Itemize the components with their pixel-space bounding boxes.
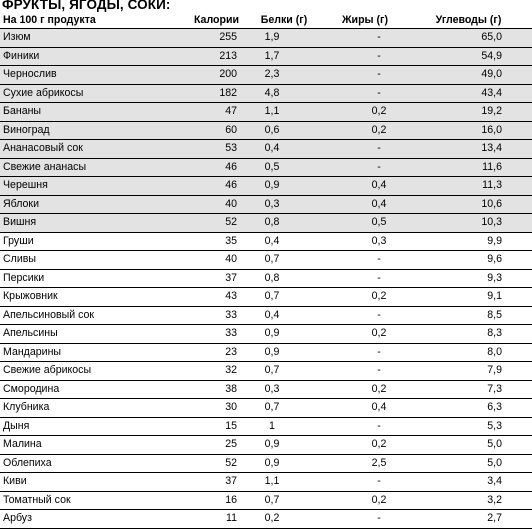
table-row xyxy=(0,417,532,436)
product-name-cell: Апельсины xyxy=(0,325,190,344)
calories-cell: 32 xyxy=(190,362,243,381)
table-row xyxy=(0,343,532,362)
carbs-cell: 19,2 xyxy=(405,103,532,122)
carbs-cell: 5,0 xyxy=(405,436,532,455)
calories-cell: 43 xyxy=(190,288,243,307)
carbs-cell: 11,3 xyxy=(405,177,532,196)
product-name-cell: Персики xyxy=(0,269,190,288)
fat-cell: - xyxy=(325,84,405,103)
carbs-cell: 7,3 xyxy=(405,380,532,399)
carbs-cell: 13,4 xyxy=(405,140,532,159)
calories-cell: 40 xyxy=(190,251,243,270)
product-name-cell: Черешня xyxy=(0,177,190,196)
calories-cell: 33 xyxy=(190,325,243,344)
protein-cell: 0,7 xyxy=(243,251,325,270)
product-name-cell: Ананасовый сок xyxy=(0,140,190,159)
carbs-cell: 3,4 xyxy=(405,473,532,492)
calories-cell: 15 xyxy=(190,417,243,436)
carbs-cell: 9,3 xyxy=(405,269,532,288)
protein-cell: 0,8 xyxy=(243,269,325,288)
fat-cell: - xyxy=(325,251,405,270)
fat-cell: - xyxy=(325,362,405,381)
product-name-cell: Крыжовник xyxy=(0,288,190,307)
calories-cell: 11 xyxy=(190,510,243,529)
protein-cell: 0,9 xyxy=(243,177,325,196)
fat-cell: 0,4 xyxy=(325,195,405,214)
fat-cell: 0,2 xyxy=(325,436,405,455)
product-name-cell: Свежие абрикосы xyxy=(0,362,190,381)
product-name-cell: Финики xyxy=(0,47,190,66)
protein-cell: 1,9 xyxy=(243,29,325,48)
table-row xyxy=(0,306,532,325)
protein-cell: 0,4 xyxy=(243,232,325,251)
product-name-cell: Малина xyxy=(0,436,190,455)
product-name-cell: Киви xyxy=(0,473,190,492)
table-row xyxy=(0,491,532,510)
page-title: ФРУКТЫ, ЯГОДЫ, СОКИ: xyxy=(2,0,171,12)
protein-cell: 1,1 xyxy=(243,473,325,492)
table-row xyxy=(0,362,532,381)
fat-cell: 0,2 xyxy=(325,288,405,307)
table-row xyxy=(0,454,532,473)
protein-cell: 0,7 xyxy=(243,288,325,307)
fat-cell: 0,2 xyxy=(325,380,405,399)
carbs-cell: 2,7 xyxy=(405,510,532,529)
fat-cell: - xyxy=(325,306,405,325)
fat-cell: - xyxy=(325,158,405,177)
table-row xyxy=(0,177,532,196)
protein-cell: 4,8 xyxy=(243,84,325,103)
protein-cell: 0,7 xyxy=(243,399,325,418)
carbs-cell: 16,0 xyxy=(405,121,532,140)
calories-cell: 35 xyxy=(190,232,243,251)
product-name-cell: Яблоки xyxy=(0,195,190,214)
calories-cell: 37 xyxy=(190,269,243,288)
carbs-cell: 11,6 xyxy=(405,158,532,177)
protein-cell: 0,9 xyxy=(243,454,325,473)
fat-cell: 0,2 xyxy=(325,325,405,344)
fat-cell: 2,5 xyxy=(325,454,405,473)
nutrition-table xyxy=(0,12,532,529)
calories-cell: 40 xyxy=(190,195,243,214)
table-row xyxy=(0,29,532,48)
fat-cell: - xyxy=(325,473,405,492)
protein-cell: 0,4 xyxy=(243,306,325,325)
product-name-cell: Клубника xyxy=(0,399,190,418)
protein-cell: 0,9 xyxy=(243,436,325,455)
fat-cell: - xyxy=(325,29,405,48)
fat-cell: - xyxy=(325,47,405,66)
carbs-cell: 6,3 xyxy=(405,399,532,418)
product-name-cell: Сухие абрикосы xyxy=(0,84,190,103)
carbs-cell: 65,0 xyxy=(405,29,532,48)
protein-cell: 1,1 xyxy=(243,103,325,122)
table-row xyxy=(0,195,532,214)
carbs-cell: 8,3 xyxy=(405,325,532,344)
table-row xyxy=(0,121,532,140)
column-header-calories: Калории xyxy=(190,12,243,29)
calories-cell: 255 xyxy=(190,29,243,48)
fat-cell: - xyxy=(325,417,405,436)
table-row xyxy=(0,214,532,233)
carbs-cell: 3,2 xyxy=(405,491,532,510)
table-row xyxy=(0,288,532,307)
product-name-cell: Арбуз xyxy=(0,510,190,529)
product-name-cell: Виноград xyxy=(0,121,190,140)
carbs-cell: 5,3 xyxy=(405,417,532,436)
product-name-cell: Сливы xyxy=(0,251,190,270)
product-name-cell: Изюм xyxy=(0,29,190,48)
protein-cell: 0,3 xyxy=(243,380,325,399)
calories-cell: 46 xyxy=(190,158,243,177)
protein-cell: 0,6 xyxy=(243,121,325,140)
protein-cell: 0,4 xyxy=(243,140,325,159)
carbs-cell: 9,9 xyxy=(405,232,532,251)
column-header-fat: Жиры (г) xyxy=(325,12,405,29)
table-row xyxy=(0,325,532,344)
product-name-cell: Свежие ананасы xyxy=(0,158,190,177)
carbs-cell: 54,9 xyxy=(405,47,532,66)
header-row xyxy=(0,12,532,29)
fat-cell: 0,3 xyxy=(325,232,405,251)
fat-cell: - xyxy=(325,269,405,288)
table-row xyxy=(0,103,532,122)
carbs-cell: 9,6 xyxy=(405,251,532,270)
table-row xyxy=(0,158,532,177)
fat-cell: 0,4 xyxy=(325,177,405,196)
carbs-cell: 7,9 xyxy=(405,362,532,381)
fat-cell: - xyxy=(325,510,405,529)
table-row xyxy=(0,47,532,66)
fat-cell: 0,2 xyxy=(325,103,405,122)
protein-cell: 0,9 xyxy=(243,325,325,344)
calories-cell: 47 xyxy=(190,103,243,122)
protein-cell: 0,3 xyxy=(243,195,325,214)
calories-cell: 53 xyxy=(190,140,243,159)
fat-cell: 0,2 xyxy=(325,121,405,140)
calories-cell: 33 xyxy=(190,306,243,325)
table-row xyxy=(0,510,532,529)
table-row xyxy=(0,269,532,288)
table-row xyxy=(0,473,532,492)
carbs-cell: 10,6 xyxy=(405,195,532,214)
calories-cell: 52 xyxy=(190,214,243,233)
calories-cell: 200 xyxy=(190,66,243,85)
protein-cell: 0,2 xyxy=(243,510,325,529)
calories-cell: 37 xyxy=(190,473,243,492)
fat-cell: 0,5 xyxy=(325,214,405,233)
table-row xyxy=(0,232,532,251)
fat-cell: 0,4 xyxy=(325,399,405,418)
table-row xyxy=(0,380,532,399)
fat-cell: 0,2 xyxy=(325,491,405,510)
calories-cell: 60 xyxy=(190,121,243,140)
table-row xyxy=(0,436,532,455)
column-header-protein: Белки (г) xyxy=(243,12,325,29)
carbs-cell: 8,5 xyxy=(405,306,532,325)
product-name-cell: Вишня xyxy=(0,214,190,233)
column-header-carbs: Углеводы (г) xyxy=(405,12,532,29)
calories-cell: 23 xyxy=(190,343,243,362)
product-name-cell: Чернослив xyxy=(0,66,190,85)
table-row xyxy=(0,399,532,418)
protein-cell: 0,5 xyxy=(243,158,325,177)
calories-cell: 46 xyxy=(190,177,243,196)
carbs-cell: 8,0 xyxy=(405,343,532,362)
product-name-cell: Бананы xyxy=(0,103,190,122)
fat-cell: - xyxy=(325,140,405,159)
table-row xyxy=(0,84,532,103)
calories-cell: 182 xyxy=(190,84,243,103)
protein-cell: 1,7 xyxy=(243,47,325,66)
table-body xyxy=(0,29,532,529)
product-name-cell: Облепиха xyxy=(0,454,190,473)
fat-cell: - xyxy=(325,343,405,362)
product-name-cell: Томатный сок xyxy=(0,491,190,510)
product-name-cell: Апельсиновый сок xyxy=(0,306,190,325)
protein-cell: 0,7 xyxy=(243,362,325,381)
table-row xyxy=(0,251,532,270)
calories-cell: 52 xyxy=(190,454,243,473)
calories-cell: 16 xyxy=(190,491,243,510)
column-header-name: На 100 г продукта xyxy=(0,12,190,29)
carbs-cell: 43,4 xyxy=(405,84,532,103)
carbs-cell: 49,0 xyxy=(405,66,532,85)
table-header xyxy=(0,12,532,29)
calories-cell: 30 xyxy=(190,399,243,418)
carbs-cell: 10,3 xyxy=(405,214,532,233)
table-row xyxy=(0,66,532,85)
carbs-cell: 5,0 xyxy=(405,454,532,473)
protein-cell: 0,8 xyxy=(243,214,325,233)
carbs-cell: 9,1 xyxy=(405,288,532,307)
calories-cell: 38 xyxy=(190,380,243,399)
protein-cell: 2,3 xyxy=(243,66,325,85)
calories-cell: 213 xyxy=(190,47,243,66)
table-row xyxy=(0,140,532,159)
fat-cell: - xyxy=(325,66,405,85)
protein-cell: 0,9 xyxy=(243,343,325,362)
calories-cell: 25 xyxy=(190,436,243,455)
product-name-cell: Смородина xyxy=(0,380,190,399)
product-name-cell: Дыня xyxy=(0,417,190,436)
product-name-cell: Мандарины xyxy=(0,343,190,362)
protein-cell: 0,7 xyxy=(243,491,325,510)
protein-cell: 1 xyxy=(243,417,325,436)
product-name-cell: Груши xyxy=(0,232,190,251)
